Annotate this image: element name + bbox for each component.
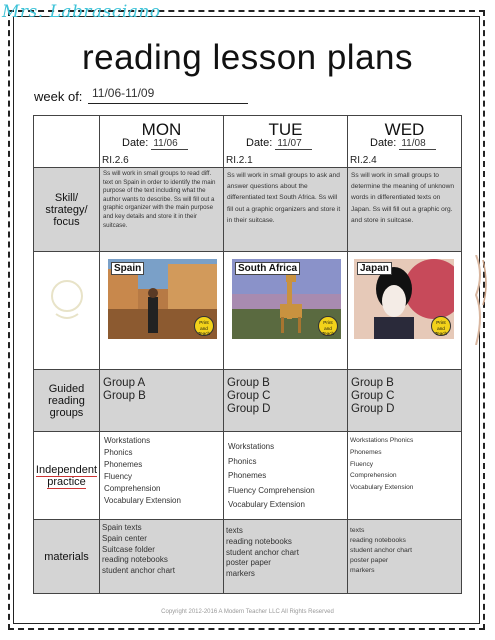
image-label: Spain: [111, 262, 144, 275]
guided-row-label: Guided reading groups: [34, 370, 100, 432]
materials-list: [224, 520, 347, 583]
practice-item: Phonics: [228, 456, 257, 466]
image-cell-tue: [224, 252, 348, 370]
print-teach-badge: Print and Teach: [431, 316, 451, 336]
group-item: Group A: [103, 377, 146, 389]
materials-row: [34, 520, 462, 594]
skill-text: Ss will work in small groups to determine the meaning of unknown words in differentiated texts on Japan. Ss will fill out a graphic org. and store in suitcase.: [351, 172, 455, 224]
day-header-wed: [348, 116, 462, 168]
date-label: Date:: [246, 137, 273, 149]
practice-row-label: [34, 432, 100, 520]
skill-cell-tue: [224, 168, 348, 252]
practice-item: Vocabulary Extension: [350, 484, 414, 492]
practice-item: Comprehension: [104, 484, 161, 493]
group-item: Group B: [227, 377, 270, 389]
materials-list: [100, 520, 223, 580]
week-of-label: week of:: [34, 89, 83, 104]
material-item: markers: [350, 567, 375, 574]
materials-cell-tue: [224, 520, 348, 594]
date-line: [370, 137, 436, 149]
image-label: South Africa: [235, 262, 300, 275]
practice-list: [224, 432, 347, 516]
group-item: Group C: [351, 390, 395, 402]
group-item: Group B: [351, 377, 394, 389]
practice-list: [100, 432, 223, 510]
material-item: Suitcase folder: [102, 544, 155, 554]
date-line: [246, 137, 312, 149]
group-list: [100, 370, 223, 410]
japan-thumbnail: [354, 259, 454, 339]
materials-list: [348, 520, 461, 579]
faded-logo-icon: [34, 252, 100, 365]
guided-cell-tue: [224, 370, 348, 432]
date-line: [122, 137, 188, 149]
group-list: [348, 370, 461, 423]
guided-row: [34, 370, 462, 432]
day-header-mon: [100, 116, 224, 168]
image-label: Japan: [357, 262, 392, 275]
practice-item: Fluency: [104, 472, 133, 481]
practice-item: Phonics: [104, 448, 133, 457]
practice-cell-wed: [348, 432, 462, 520]
practice-item: Phonemes: [350, 448, 382, 456]
practice-item: Phonemes: [228, 471, 267, 480]
date-label: Date:: [122, 137, 149, 149]
date-label: Date:: [370, 137, 397, 149]
material-item: poster paper: [350, 557, 389, 564]
standard-code: RI.2.1: [226, 155, 253, 166]
skill-text: Ss will work in small groups to read diff. text on Spain in order to identify the main purpose of the text including what the author wants to describe. Ss will fill out a graphic organizer with the main purpose and key details and store it in their suitcase.: [103, 170, 216, 229]
tassel-fringe-icon: [474, 255, 492, 345]
material-item: reading notebooks: [102, 555, 168, 565]
lesson-plan-table: [33, 115, 462, 594]
practice-list: [348, 432, 461, 497]
practice-item: Comprehension: [350, 472, 397, 480]
practice-label-text: Independent practice: [35, 463, 98, 488]
materials-row-label: materials: [34, 520, 100, 594]
practice-item: Workstations: [228, 442, 275, 451]
date-value: 11/08: [399, 138, 435, 150]
guided-cell-mon: [100, 370, 224, 432]
image-cell-mon: [100, 252, 224, 370]
day-header-tue: [224, 116, 348, 168]
material-item: reading notebooks: [226, 536, 292, 546]
header-row: [34, 116, 462, 168]
group-list: [224, 370, 347, 423]
guided-cell-wed: [348, 370, 462, 432]
image-row: [34, 252, 462, 370]
practice-cell-tue: [224, 432, 348, 520]
author-watermark: Mrs. Labrasciano: [2, 2, 161, 22]
standard-code: RI.2.4: [350, 155, 377, 166]
material-item: reading notebooks: [350, 537, 406, 544]
material-item: texts: [350, 527, 365, 534]
print-teach-badge: Print and Teach: [318, 316, 338, 336]
logo-cell: [34, 252, 100, 370]
material-item: texts: [226, 526, 243, 535]
week-of-underline: [88, 103, 248, 104]
practice-item: Fluency Comprehension: [228, 485, 315, 495]
practice-item: Phonemes: [104, 460, 143, 469]
spain-thumbnail: [108, 259, 217, 339]
copyright-notice: Copyright 2012-2016 A Modern Teacher LLC All Rights Reserved: [161, 609, 334, 615]
practice-item: Workstations Phonics: [350, 437, 414, 444]
standard-code: RI.2.6: [102, 155, 129, 166]
practice-item: Workstations: [104, 436, 151, 445]
group-item: Group B: [103, 390, 146, 402]
skill-cell-mon: [100, 168, 224, 252]
practice-item: Fluency: [350, 460, 374, 468]
practice-row: [34, 432, 462, 520]
date-value: 11/06: [151, 138, 187, 150]
week-of-value: 11/06-11/09: [92, 86, 155, 100]
material-item: poster paper: [226, 558, 271, 568]
material-item: Spain center: [102, 533, 147, 543]
group-item: Group D: [351, 403, 395, 415]
material-item: student anchor chart: [226, 547, 299, 557]
materials-cell-mon: [100, 520, 224, 594]
day-name: MON: [141, 120, 182, 139]
south-africa-thumbnail: [232, 259, 341, 339]
group-item: Group C: [227, 390, 271, 402]
material-item: student anchor chart: [102, 566, 175, 576]
skill-cell-wed: [348, 168, 462, 252]
skill-row-label: Skill/ strategy/ focus: [34, 168, 100, 252]
practice-cell-mon: [100, 432, 224, 520]
practice-item: Vocabulary Extension: [104, 496, 181, 505]
date-value: 11/07: [275, 138, 311, 150]
material-item: student anchor chart: [350, 547, 412, 554]
skill-row: [34, 168, 462, 252]
material-item: Spain texts: [102, 523, 142, 532]
material-item: markers: [226, 569, 255, 579]
corner-cell: [34, 116, 100, 168]
page-title: reading lesson plans: [81, 38, 414, 77]
image-cell-wed: [348, 252, 462, 370]
skill-text: Ss will work in small groups to ask and answer questions about the differentiated text South Africa. Ss will fill out a graphic organizers and store it in their suitcase.: [227, 172, 341, 224]
materials-cell-wed: [348, 520, 462, 594]
day-name: WED: [384, 120, 425, 139]
group-item: Group D: [227, 403, 271, 415]
print-teach-badge: Print and Teach: [194, 316, 214, 336]
practice-item: Vocabulary Extension: [228, 500, 305, 509]
day-name: TUE: [268, 120, 303, 139]
